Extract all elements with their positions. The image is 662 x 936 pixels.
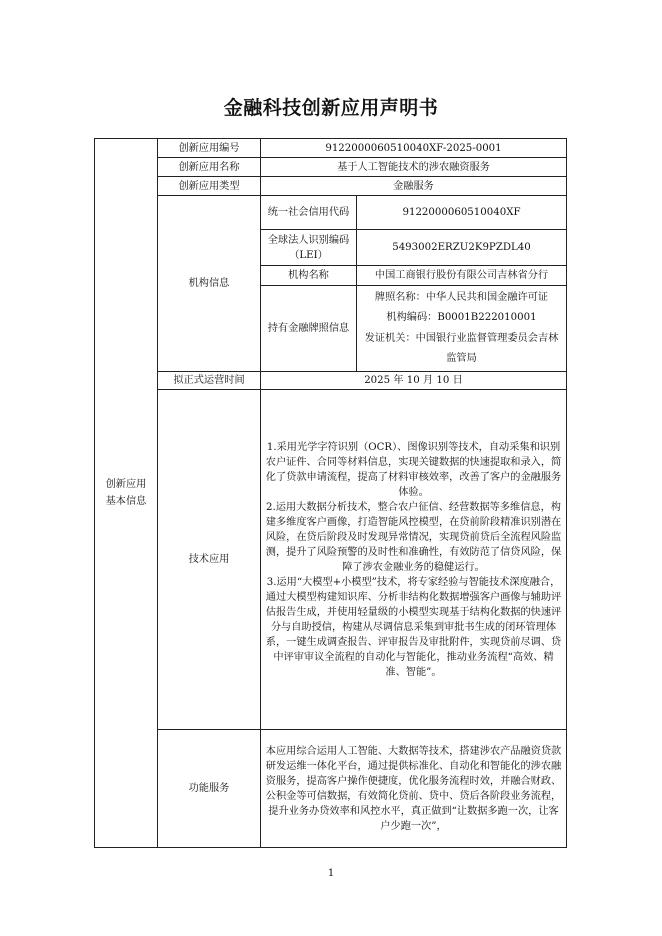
declaration-table bbox=[94, 138, 567, 848]
row-launch-time bbox=[95, 372, 567, 390]
tech-application-label: 技术应用 bbox=[158, 390, 261, 730]
row-tech-application bbox=[95, 390, 567, 730]
license-value bbox=[357, 286, 567, 372]
tech-application-value bbox=[261, 390, 567, 730]
tech-paragraph: 2.运用大数据分析技术，整合农户征信、经营数据等多维信息，构建多维度客户画像，打造智能风控模型，在贷前阶段精准识别潜在风险，在贷后阶段及时发现异常情况，实现贷前贷后全流程风险监测，提升了风险预警的及时性和准确性，有效防范了信贷风险，保障了涉农金融业务的稳健运行。 bbox=[265, 501, 562, 573]
app-name-label: 创新应用名称 bbox=[158, 158, 261, 177]
app-number-value: 9122000060510040XF-2025-0001 bbox=[261, 139, 567, 158]
credit-code-value: 9122000060510040XF bbox=[357, 196, 567, 230]
license-line: 发证机关：中国银行业监督管理委员会吉林监管局 bbox=[364, 332, 559, 364]
org-name-label: 机构名称 bbox=[261, 266, 357, 286]
lei-value: 5493002ERZU2K9PZDL40 bbox=[357, 230, 567, 266]
org-info-label: 机构信息 bbox=[158, 196, 261, 372]
license-line: 牌照名称：中华人民共和国金融许可证 bbox=[374, 292, 549, 303]
row-app-name bbox=[95, 158, 567, 177]
lei-label: 全球法人识别编码（LEI） bbox=[261, 230, 357, 266]
row-app-type bbox=[95, 177, 567, 196]
section-label-cell bbox=[95, 139, 158, 848]
row-app-number bbox=[95, 139, 567, 158]
app-type-label: 创新应用类型 bbox=[158, 177, 261, 196]
launch-time-label: 拟正式运营时间 bbox=[158, 372, 261, 390]
section-label: 创新应用基本信息 bbox=[105, 479, 147, 508]
tech-paragraph: 3.运用“大模型+小模型”技术，将专家经验与智能技术深度融合，通过大模型构建知识库、分析非结构化数据增强客户画像与辅助评估报告生成，并使用轻量级的小模型实现基于结构化数据的快速评分与自助授信，构建从尽调信息采集到审批书生成的闭环管理体系，一键生成调查报告、评审报告及审批附件，实现贷前尽调、贷中评审审议全流程的自动化与智能化，推动业务流程“高效、精准、智能”。 bbox=[265, 576, 562, 678]
row-credit-code bbox=[95, 196, 567, 230]
function-service-value: 本应用综合运用人工智能、大数据等技术，搭建涉农产品融资贷款研发运维一体化平台，通过提供标准化、自动化和智能化的涉农融资服务，提高客户操作便捷度，优化服务流程时效，并融合财政、公积金等可信数据，有效简化贷前、贷中、贷后各阶段业务流程，提升业务办贷效率和风控水平，真正做到“让数据多跑一次，让客户少跑一次”， bbox=[261, 730, 567, 848]
page-number: 1 bbox=[327, 868, 335, 879]
app-name-value: 基于人工智能技术的涉农融资服务 bbox=[261, 158, 567, 177]
license-line: 机构编码：B0001B222010001 bbox=[386, 312, 537, 324]
function-service-label: 功能服务 bbox=[158, 730, 261, 848]
tech-paragraph: 1.采用光学字符识别（OCR）、图像识别等技术，自动采集和识别农户证件、合同等材料信息，实现关键数据的快速提取和录入，简化了贷款申请流程，提高了材料审核效率，改善了客户的金融服务体验。 bbox=[265, 441, 562, 498]
org-name-value: 中国工商银行股份有限公司吉林省分行 bbox=[357, 266, 567, 286]
credit-code-label: 统一社会信用代码 bbox=[261, 196, 357, 230]
app-type-value: 金融服务 bbox=[261, 177, 567, 196]
document-title: 金融科技创新应用声明书 bbox=[223, 97, 439, 119]
launch-time-value: 2025 年 10 月 10 日 bbox=[261, 372, 567, 390]
app-number-label: 创新应用编号 bbox=[158, 139, 261, 158]
row-function-service bbox=[95, 730, 567, 848]
license-label: 持有金融牌照信息 bbox=[261, 286, 357, 372]
